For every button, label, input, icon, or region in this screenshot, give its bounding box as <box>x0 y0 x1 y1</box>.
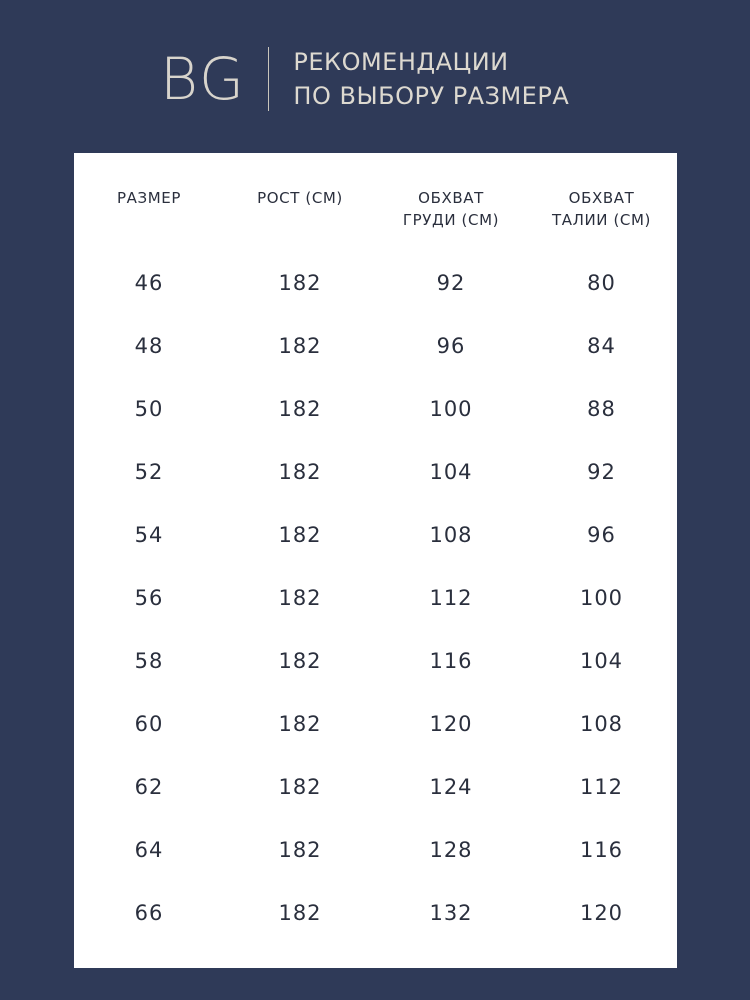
cell-size: 52 <box>134 460 164 484</box>
table-row <box>74 265 677 328</box>
table-row <box>74 454 677 517</box>
header-waist-label-2: ТАЛИИ (СМ) <box>551 211 652 229</box>
cell-waist: 84 <box>587 334 616 358</box>
header-divider <box>268 47 270 111</box>
header-size <box>74 187 224 209</box>
page-title <box>293 45 569 113</box>
cell-waist: 96 <box>587 523 616 547</box>
header-chest <box>376 187 526 231</box>
cell-height: 182 <box>278 523 322 547</box>
page-title-line-1: РЕКОМЕНДАЦИИ <box>293 48 509 76</box>
table-row <box>74 643 677 706</box>
cell-waist: 104 <box>579 649 624 673</box>
page-title-line-2: ПО ВЫБОРУ РАЗМЕРА <box>293 82 570 110</box>
header-height <box>224 187 376 209</box>
cell-size: 58 <box>134 649 164 673</box>
table-row <box>74 832 677 895</box>
table-row <box>74 580 677 643</box>
cell-height: 182 <box>278 586 322 610</box>
cell-chest: 112 <box>429 586 473 610</box>
header-chest-label-2: ГРУДИ (СМ) <box>402 211 500 229</box>
table-row <box>74 517 677 580</box>
cell-height: 182 <box>278 271 322 295</box>
table-row <box>74 328 677 391</box>
cell-height: 182 <box>278 775 322 799</box>
cell-waist: 120 <box>579 901 624 925</box>
cell-chest: 100 <box>429 397 473 421</box>
cell-chest: 128 <box>429 838 473 862</box>
cell-size: 56 <box>134 586 164 610</box>
header-waist-label-1: ОБХВАТ <box>568 189 635 207</box>
cell-waist: 100 <box>579 586 624 610</box>
cell-size: 62 <box>134 775 164 799</box>
cell-chest: 124 <box>429 775 473 799</box>
table-row <box>74 706 677 769</box>
size-table-body <box>74 265 677 958</box>
cell-height: 182 <box>278 397 322 421</box>
cell-size: 54 <box>134 523 164 547</box>
cell-height: 182 <box>278 460 322 484</box>
cell-waist: 116 <box>579 838 624 862</box>
cell-waist: 88 <box>587 397 616 421</box>
cell-size: 48 <box>134 334 164 358</box>
cell-chest: 132 <box>429 901 473 925</box>
cell-chest: 96 <box>436 334 466 358</box>
cell-size: 60 <box>134 712 164 736</box>
cell-height: 182 <box>278 334 322 358</box>
table-row <box>74 895 677 958</box>
cell-height: 182 <box>278 901 322 925</box>
cell-chest: 92 <box>436 271 466 295</box>
cell-chest: 116 <box>429 649 473 673</box>
cell-size: 64 <box>134 838 164 862</box>
cell-size: 46 <box>134 271 164 295</box>
table-row <box>74 769 677 832</box>
brand-header <box>160 40 569 118</box>
cell-waist: 108 <box>579 712 624 736</box>
cell-size: 50 <box>134 397 164 421</box>
header-waist <box>526 187 677 231</box>
header-height-label: РОСТ (СМ) <box>257 189 343 207</box>
table-row <box>74 391 677 454</box>
cell-size: 66 <box>134 901 164 925</box>
cell-waist: 80 <box>587 271 616 295</box>
cell-chest: 104 <box>429 460 473 484</box>
cell-chest: 120 <box>429 712 473 736</box>
cell-waist: 112 <box>579 775 624 799</box>
size-table-header <box>74 187 677 237</box>
cell-height: 182 <box>278 649 322 673</box>
cell-waist: 92 <box>587 460 616 484</box>
header-size-label: РАЗМЕР <box>117 189 181 207</box>
brand-logo: BG <box>160 45 246 113</box>
cell-height: 182 <box>278 838 322 862</box>
cell-height: 182 <box>278 712 322 736</box>
header-chest-label-1: ОБХВАТ <box>418 189 484 207</box>
size-table-card <box>74 153 677 968</box>
cell-chest: 108 <box>429 523 473 547</box>
